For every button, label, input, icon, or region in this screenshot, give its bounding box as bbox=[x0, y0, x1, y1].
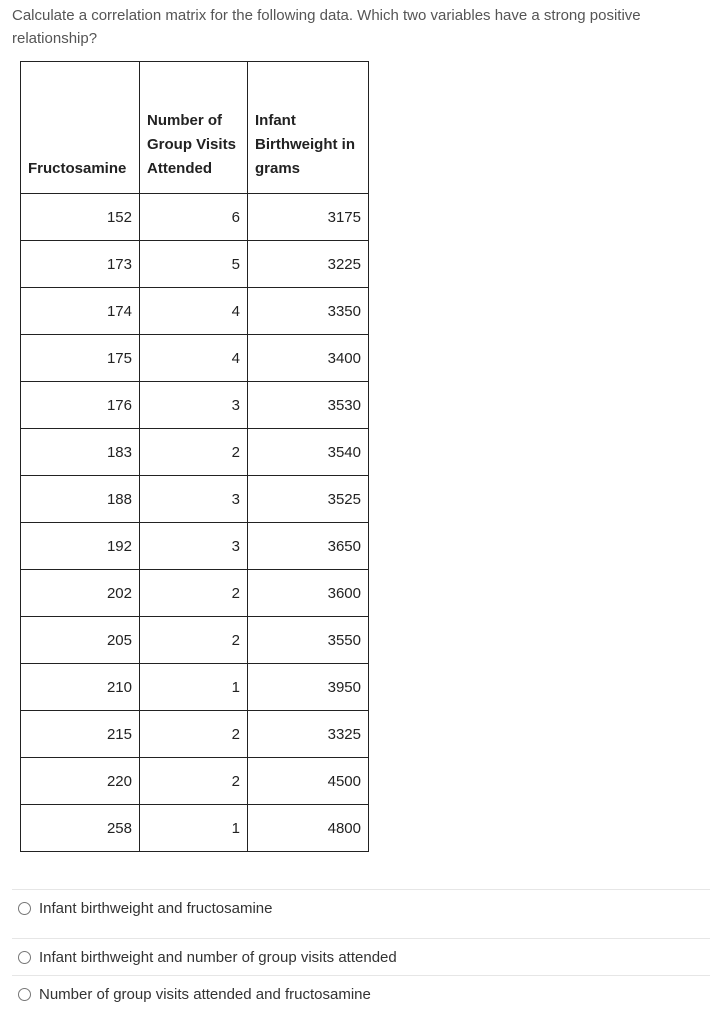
cell-birthweight: 3400 bbox=[248, 335, 369, 382]
table-row bbox=[21, 617, 369, 664]
table-row bbox=[21, 805, 369, 852]
cell-fructosamine: 183 bbox=[21, 429, 140, 476]
table-row bbox=[21, 288, 369, 335]
header-group-visits: Number of Group Visits Attended bbox=[140, 62, 248, 194]
cell-group-visits: 6 bbox=[140, 194, 248, 241]
cell-group-visits: 3 bbox=[140, 523, 248, 570]
table-header-row bbox=[21, 62, 369, 194]
table-row bbox=[21, 570, 369, 617]
answer-option[interactable] bbox=[12, 975, 710, 1012]
cell-fructosamine: 205 bbox=[21, 617, 140, 664]
cell-birthweight: 3550 bbox=[248, 617, 369, 664]
cell-group-visits: 3 bbox=[140, 382, 248, 429]
answer-option[interactable] bbox=[12, 938, 710, 975]
cell-birthweight: 3650 bbox=[248, 523, 369, 570]
cell-fructosamine: 176 bbox=[21, 382, 140, 429]
cell-birthweight: 3175 bbox=[248, 194, 369, 241]
answer-options bbox=[12, 889, 710, 1012]
cell-birthweight: 3325 bbox=[248, 711, 369, 758]
radio-button[interactable] bbox=[18, 902, 31, 915]
cell-birthweight: 3600 bbox=[248, 570, 369, 617]
option-label: Number of group visits attended and fructosamine bbox=[39, 985, 371, 1003]
table-row bbox=[21, 335, 369, 382]
cell-birthweight: 3525 bbox=[248, 476, 369, 523]
cell-birthweight: 3225 bbox=[248, 241, 369, 288]
cell-fructosamine: 152 bbox=[21, 194, 140, 241]
table-row bbox=[21, 523, 369, 570]
data-table bbox=[20, 61, 369, 852]
cell-fructosamine: 202 bbox=[21, 570, 140, 617]
cell-group-visits: 2 bbox=[140, 429, 248, 476]
header-birthweight: Infant Birthweight in grams bbox=[248, 62, 369, 194]
table-row bbox=[21, 241, 369, 288]
cell-birthweight: 3350 bbox=[248, 288, 369, 335]
cell-fructosamine: 175 bbox=[21, 335, 140, 382]
cell-group-visits: 2 bbox=[140, 711, 248, 758]
cell-fructosamine: 192 bbox=[21, 523, 140, 570]
cell-birthweight: 3540 bbox=[248, 429, 369, 476]
answer-option[interactable] bbox=[12, 889, 710, 926]
question-text: Calculate a correlation matrix for the following data. Which two variables have a strong positive relationship? bbox=[12, 7, 641, 47]
table-row bbox=[21, 711, 369, 758]
radio-button[interactable] bbox=[18, 988, 31, 1001]
cell-fructosamine: 220 bbox=[21, 758, 140, 805]
header-fructosamine: Fructosamine bbox=[21, 62, 140, 194]
cell-group-visits: 2 bbox=[140, 617, 248, 664]
cell-group-visits: 4 bbox=[140, 335, 248, 382]
cell-group-visits: 1 bbox=[140, 664, 248, 711]
cell-birthweight: 3950 bbox=[248, 664, 369, 711]
table-row bbox=[21, 476, 369, 523]
cell-group-visits: 4 bbox=[140, 288, 248, 335]
table-row bbox=[21, 758, 369, 805]
cell-birthweight: 3530 bbox=[248, 382, 369, 429]
table-row bbox=[21, 194, 369, 241]
cell-group-visits: 2 bbox=[140, 758, 248, 805]
cell-fructosamine: 188 bbox=[21, 476, 140, 523]
radio-button[interactable] bbox=[18, 951, 31, 964]
option-label: Infant birthweight and number of group visits attended bbox=[39, 948, 397, 966]
cell-birthweight: 4800 bbox=[248, 805, 369, 852]
cell-group-visits: 2 bbox=[140, 570, 248, 617]
table-row bbox=[21, 664, 369, 711]
cell-fructosamine: 174 bbox=[21, 288, 140, 335]
option-label: Infant birthweight and fructosamine bbox=[39, 899, 273, 917]
cell-fructosamine: 210 bbox=[21, 664, 140, 711]
cell-group-visits: 3 bbox=[140, 476, 248, 523]
cell-fructosamine: 173 bbox=[21, 241, 140, 288]
cell-group-visits: 1 bbox=[140, 805, 248, 852]
table-row bbox=[21, 429, 369, 476]
cell-birthweight: 4500 bbox=[248, 758, 369, 805]
cell-group-visits: 5 bbox=[140, 241, 248, 288]
table-row bbox=[21, 382, 369, 429]
cell-fructosamine: 215 bbox=[21, 711, 140, 758]
cell-fructosamine: 258 bbox=[21, 805, 140, 852]
